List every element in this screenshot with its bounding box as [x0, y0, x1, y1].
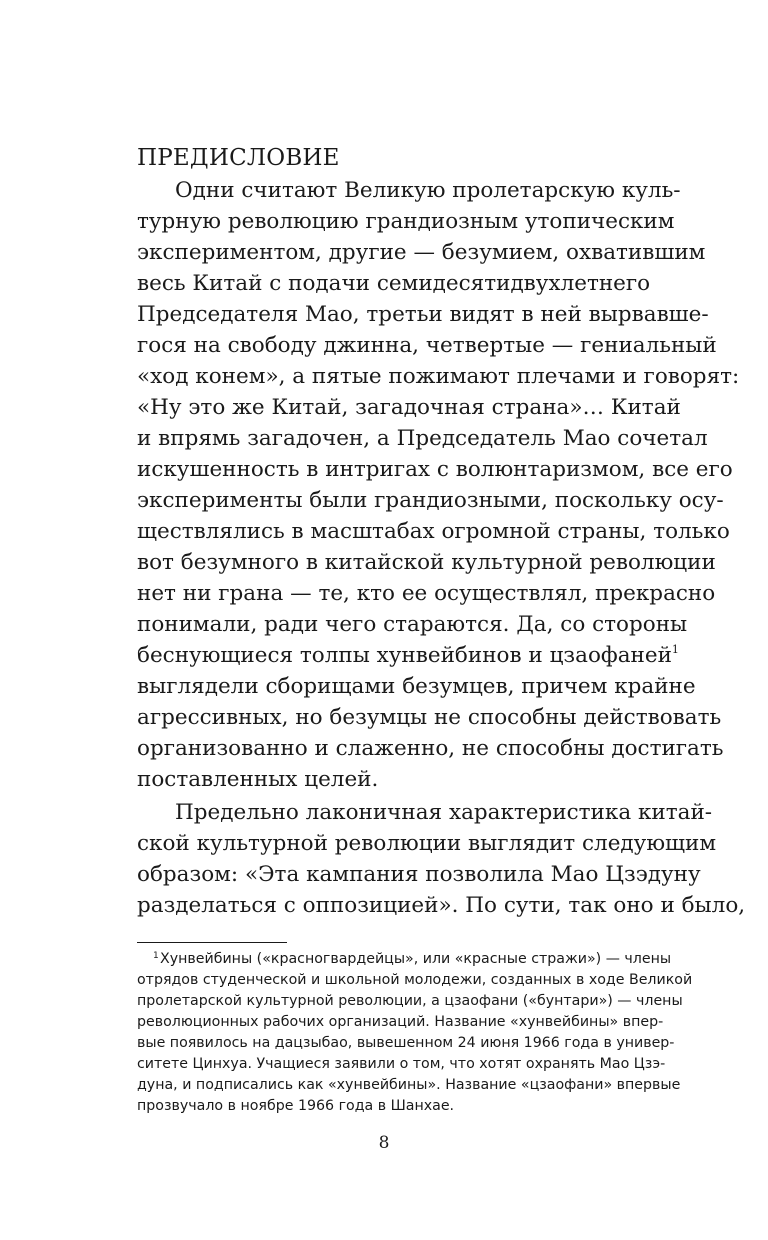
body-line: Одни считают Великую пролетарскую куль- [175, 178, 681, 203]
footnote-line: Хунвейбины («красногвардейцы», или «красные стражи») — члены [160, 951, 672, 967]
body-line: понимали, ради чего стараются. Да, со стороны [137, 612, 688, 637]
body-line: образом: «Эта кампания позволила Мао Цзэдуну [137, 862, 701, 887]
body-line: Председателя Мао, третьи видят в ней вырвавше- [137, 302, 709, 327]
body-line: вот безумного в китайской культурной революции [137, 550, 716, 575]
body-line-text: беснующиеся толпы хунвейбинов и цзаофаней [137, 643, 672, 668]
body-line: поставленных целей. [137, 767, 379, 792]
body-line: нет ни грана — те, кто ее осуществлял, прекрасно [137, 581, 716, 606]
footnote-marker: 1 [153, 951, 159, 961]
body-line: «Ну это же Китай, загадочная страна»… Китай [137, 395, 681, 420]
page-number: 8 [378, 1133, 390, 1153]
body-line: ществлялись в масштабах огромной страны, только [137, 519, 730, 544]
body-line: Предельно лаконичная характеристика китай- [175, 800, 713, 825]
footnote-separator [137, 942, 287, 943]
body-line-with-footnote-ref [137, 640, 679, 672]
footnote-line: ситете Цинхуа. Учащиеся заявили о том, что хотят охранять Мао Цзэ- [137, 1056, 666, 1072]
body-line: и впрямь загадочен, а Председатель Мао сочетал [137, 426, 708, 451]
body-line: весь Китай с подачи семидесятидвухлетнего [137, 271, 651, 296]
body-line: выглядели сборищами безумцев, причем крайне [137, 674, 696, 699]
body-line: «ход конем», а пятые пожимают плечами и говорят: [137, 364, 740, 389]
body-line: гося на свободу джинна, четвертые — гениальный [137, 333, 717, 358]
footnote-line: дуна, и подписались как «хунвейбины». Название «цзаофани» впервые [137, 1077, 681, 1093]
body-line: ской культурной революции выглядит следующим [137, 831, 717, 856]
body-line: разделаться с оппозицией». По сути, так оно и было, [137, 893, 746, 918]
body-line: эксперименты были грандиозными, поскольку осу- [137, 488, 724, 513]
footnote-line: пролетарской культурной революции, а цзаофани («бунтари») — члены [137, 993, 683, 1009]
body-line: организованно и слаженно, не способны достигать [137, 736, 724, 761]
body-line: турную революцию грандиозным утопическим [137, 209, 675, 234]
footnote-line: революционных рабочих организаций. Название «хунвейбины» впер- [137, 1014, 664, 1030]
body-line: агрессивных, но безумцы не способны действовать [137, 705, 722, 730]
body-line: искушенность в интригах с волюнтаризмом, все его [137, 457, 733, 482]
section-heading: ПРЕДИСЛОВИЕ [137, 145, 340, 171]
footnote-line: отрядов студенческой и школьной молодежи, созданных в ходе Великой [137, 972, 693, 988]
footnote-line: прозвучало в ноябре 1966 года в Шанхае. [137, 1098, 455, 1114]
footnote-reference[interactable]: 1 [671, 643, 679, 656]
body-line: экспериментом, другие — безумием, охватившим [137, 240, 706, 265]
footnote-line: вые появилось на дацзыбао, вывешенном 24 июня 1966 года в универ- [137, 1035, 675, 1051]
